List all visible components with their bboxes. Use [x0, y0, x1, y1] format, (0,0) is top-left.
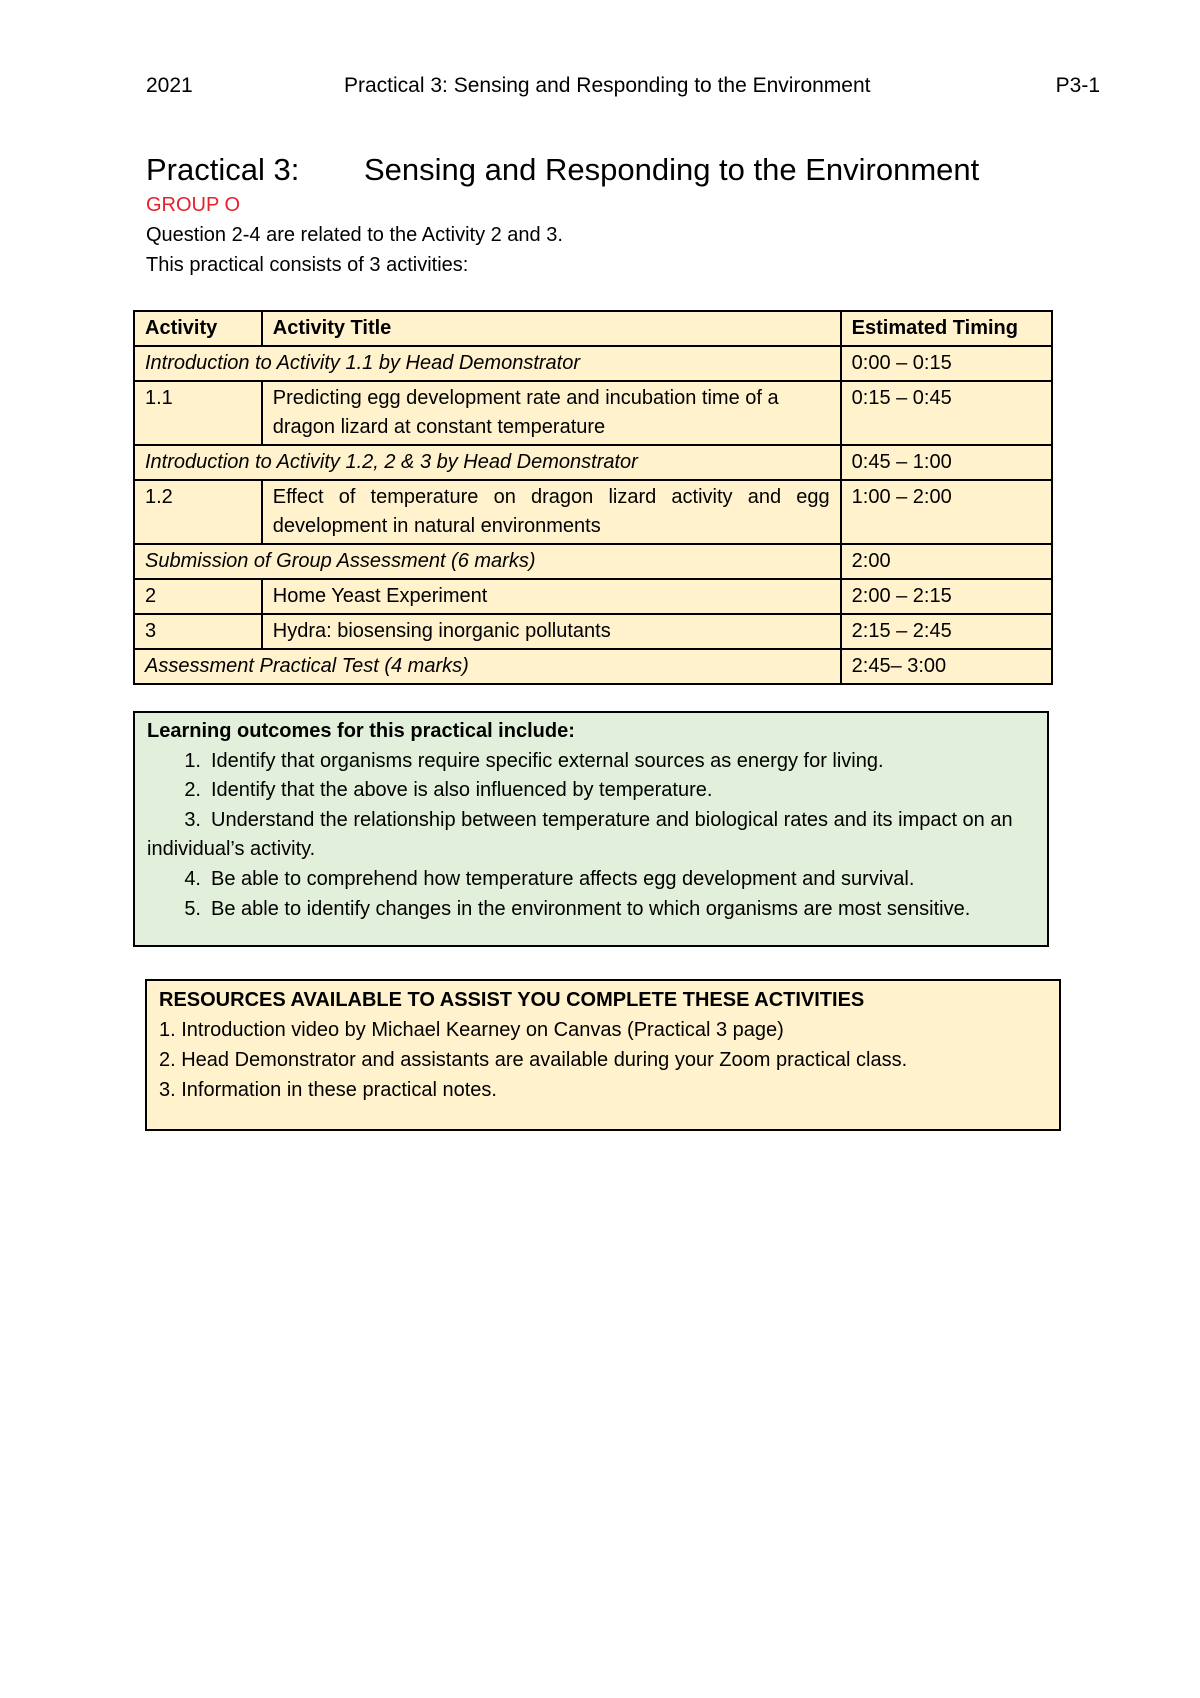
list-item [147, 895, 1035, 925]
timing-cell: 0:45 – 1:00 [841, 445, 1052, 480]
table-row [134, 445, 1052, 480]
activity-number-cell: 3 [134, 614, 262, 649]
intro-cell: Introduction to Activity 1.1 by Head Demonstrator [134, 346, 841, 381]
list-item: 3. Information in these practical notes. [159, 1079, 497, 1101]
list-item [147, 865, 1035, 895]
timing-cell: 2:45– 3:00 [841, 649, 1052, 684]
intro-cell: Assessment Practical Test (4 marks) [134, 649, 841, 684]
page-header [146, 74, 1100, 104]
table-row [134, 649, 1052, 684]
table-row [134, 480, 1052, 544]
resources-title: RESOURCES AVAILABLE TO ASSIST YOU COMPLETE THESE ACTIVITIES [159, 989, 865, 1011]
column-header-activity-title: Activity Title [262, 311, 841, 346]
column-header-activity: Activity [134, 311, 262, 346]
table-row [134, 579, 1052, 614]
intro-line-questions: Question 2-4 are related to the Activity 2 and 3. [146, 224, 563, 246]
intro-line-activities: This practical consists of 3 activities: [146, 254, 469, 276]
list-item-number: 1. [184, 749, 201, 772]
timing-cell: 1:00 – 2:00 [841, 480, 1052, 544]
resources-box [145, 979, 1061, 1131]
table-header-row [134, 311, 1052, 346]
activity-title-cell: Predicting egg development rate and incubation time of a dragon lizard at constant temperature [262, 381, 841, 445]
activity-number-cell: 1.1 [134, 381, 262, 445]
list-item-number: 4. [184, 867, 201, 890]
table-row [134, 614, 1052, 649]
learning-outcomes-title: Learning outcomes for this practical include: [147, 720, 575, 742]
list-item: 2. Head Demonstrator and assistants are available during your Zoom practical class. [159, 1049, 908, 1071]
list-item: 1. Introduction video by Michael Kearney on Canvas (Practical 3 page) [159, 1019, 784, 1041]
activity-title-cell: Hydra: biosensing inorganic pollutants [262, 614, 841, 649]
list-item [147, 806, 1035, 865]
intro-cell: Introduction to Activity 1.2, 2 & 3 by Head Demonstrator [134, 445, 841, 480]
header-year: 2021 [146, 74, 193, 97]
list-item-number: 2. [184, 779, 201, 802]
list-item-text: Identify that organisms require specific external sources as energy for living. [211, 749, 884, 772]
list-item-number: 5. [184, 897, 201, 920]
table-row [134, 381, 1052, 445]
header-page-number: P3-1 [1055, 74, 1100, 97]
table-row [134, 346, 1052, 381]
title-block [146, 150, 1096, 280]
timing-cell: 0:15 – 0:45 [841, 381, 1052, 445]
column-header-estimated-timing: Estimated Timing [841, 311, 1052, 346]
list-item [147, 747, 1035, 777]
activity-number-cell: 1.2 [134, 480, 262, 544]
list-item-text: Identify that the above is also influenced by temperature. [211, 779, 713, 802]
activity-title-cell: Home Yeast Experiment [262, 579, 841, 614]
timing-cell: 2:00 – 2:15 [841, 579, 1052, 614]
timing-cell: 2:00 [841, 544, 1052, 579]
timing-cell: 0:00 – 0:15 [841, 346, 1052, 381]
list-item-text: Understand the relationship between temperature and biological rates and its impact on an individual’s activity. [147, 808, 1013, 861]
list-item-number: 3. [184, 808, 201, 831]
timing-cell: 2:15 – 2:45 [841, 614, 1052, 649]
activity-number-cell: 2 [134, 579, 262, 614]
table-row [134, 544, 1052, 579]
document-title-text: Sensing and Responding to the Environment [364, 152, 980, 187]
intro-cell: Submission of Group Assessment (6 marks) [134, 544, 841, 579]
list-item-text: Be able to comprehend how temperature affects egg development and survival. [211, 867, 915, 890]
learning-outcomes-box [133, 711, 1049, 947]
header-title: Practical 3: Sensing and Responding to the Environment [344, 74, 871, 97]
list-item [147, 776, 1035, 806]
document-title [146, 150, 1096, 190]
group-label: GROUP O [146, 194, 241, 216]
activity-title-cell: Effect of temperature on dragon lizard activity and egg development in natural environments [262, 480, 841, 544]
document-title-label: Practical 3: [146, 152, 300, 187]
activities-table [133, 310, 1053, 685]
list-item-text: Be able to identify changes in the environment to which organisms are most sensitive. [211, 897, 971, 920]
